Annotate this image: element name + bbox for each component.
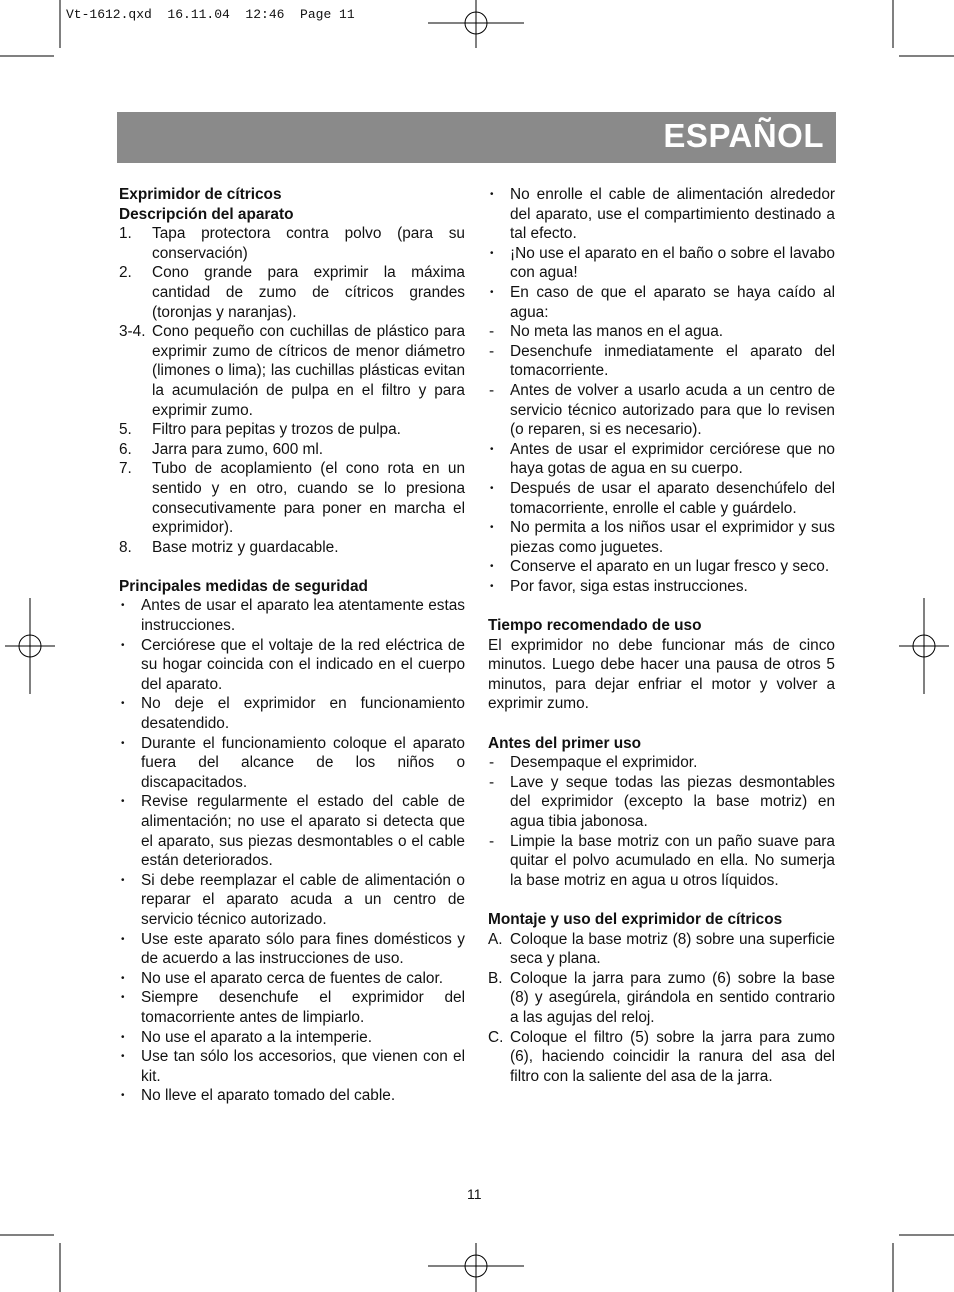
right-column bbox=[488, 185, 835, 1086]
bullet-icon: • bbox=[121, 698, 125, 710]
bullet-icon: • bbox=[121, 796, 125, 808]
bullet-icon: • bbox=[490, 580, 494, 592]
safety-item: • No permita a los niños usar el exprimidor y sus piezas como juguetes. bbox=[490, 519, 835, 556]
bullet-icon: • bbox=[490, 189, 494, 200]
registration-mark-bottom bbox=[428, 1243, 524, 1292]
usage-time-heading: Tiempo recomendado de uso bbox=[488, 617, 702, 635]
registration-mark-left bbox=[5, 598, 55, 694]
bullet-icon: • bbox=[121, 992, 125, 1004]
parts-item: 2. Cono grande para exprimir la máxima cantidad de zumo de cítricos grandes (toronjas y naranjas). bbox=[119, 264, 465, 321]
safety-item: • Siempre desenchufe el exprimidor del tomacorriente antes de limpiarlo. bbox=[121, 989, 465, 1026]
parts-item: 6. Jarra para zumo, 600 ml. bbox=[119, 440, 324, 458]
parts-item: 5. Filtro para pepitas y trozos de pulpa. bbox=[119, 421, 401, 439]
safety-item: • ¡No use el aparato en el baño o sobre el lavabo con agua! bbox=[490, 244, 835, 282]
safety-item: • Si debe reemplazar el cable de alimentación o reparar el aparato acuda a un centro de servicio técnico autorizado. bbox=[121, 871, 465, 928]
first-use-heading: Antes del primer uso bbox=[488, 734, 642, 752]
assembly-step: C. Coloque el filtro (5) sobre la jarra para zumo (6), haciendo coincidir la ranura del asa del filtro con la saliente del asa de la jarra. bbox=[488, 1028, 835, 1085]
bullet-icon: • bbox=[121, 1090, 125, 1102]
water-step: - Desenchufe inmediatamente el aparato del tomacorriente. bbox=[489, 342, 835, 380]
registration-mark-top bbox=[428, 0, 524, 48]
assembly-heading: Montaje y uso del exprimidor de cítricos bbox=[488, 910, 783, 928]
safety-item: • En caso de que el aparato se haya caído al agua: bbox=[490, 283, 835, 321]
safety-item: • Por favor, siga estas instrucciones. bbox=[490, 577, 748, 595]
first-use-list bbox=[488, 753, 835, 890]
first-use-step: - Desempaque el exprimidor. bbox=[489, 754, 698, 772]
print-slug: Vt-1612.qxd 16.11.04 12:46 Page 11 bbox=[66, 7, 355, 22]
water-step: - Antes de volver a usarlo acuda a un centro de servicio técnico autorizado para que lo revisen (o reparen, si es necesario). bbox=[489, 381, 835, 439]
bullet-icon: • bbox=[121, 639, 125, 651]
language-title: ESPAÑOL bbox=[663, 117, 824, 154]
assembly-step: A. Coloque la base motriz (8) sobre una superficie seca y plana. bbox=[488, 930, 835, 968]
safety-item: • No use el aparato a la intemperie. bbox=[121, 1028, 372, 1046]
bullet-icon: • bbox=[490, 443, 494, 455]
safety-item: • Revise regularmente el estado del cable de alimentación; no use el aparato si detecta que el aparato, sus piezas desmontables o el cable están deteriorados. bbox=[121, 793, 465, 870]
first-use-step: - Lave y seque todas las piezas desmontables del exprimidor (excepto la base motriz) en agua tibia jabonosa. bbox=[489, 773, 835, 830]
safety-item: • Después de usar el aparato desenchúfelo del tomacorriente, enrolle el cable y guárdelo. bbox=[490, 479, 835, 517]
bullet-icon: • bbox=[490, 561, 494, 573]
assembly-step: B. Coloque la jarra para zumo (6) sobre la base (8) y asegúrela, girándola en sentido contrario a las agujas del reloj. bbox=[488, 969, 835, 1026]
parts-item: 1. Tapa protectora contra polvo (para su conservación) bbox=[119, 225, 465, 262]
usage-time-text: El exprimidor no debe funcionar más de cinco minutos. Luego debe hacer una pausa de otros 5 minutos, para dejar enfriar el motor y volver a exprimir zumo. bbox=[488, 636, 835, 713]
safety-item: • Use tan sólo los accesorios, que vienen con el kit. bbox=[121, 1048, 465, 1085]
bullet-icon: • bbox=[121, 1051, 125, 1063]
language-banner bbox=[117, 112, 836, 163]
description-heading: Descripción del aparato bbox=[119, 205, 294, 223]
bullet-icon: • bbox=[121, 933, 125, 945]
safety-item: • No deje el exprimidor en funcionamiento desatendido. bbox=[121, 695, 465, 733]
bullet-icon: • bbox=[121, 600, 125, 612]
safety-item: • Conserve el aparato en un lugar fresco y seco. bbox=[490, 558, 830, 576]
safety-item: • Antes de usar el exprimidor cerciórese que no haya gotas de agua en su cuerpo. bbox=[490, 440, 835, 478]
bullet-icon: • bbox=[121, 737, 125, 749]
bullet-icon: • bbox=[121, 972, 125, 984]
left-column bbox=[119, 185, 465, 1106]
assembly-list bbox=[488, 930, 835, 1087]
parts-item: 3-4. Cono pequeño con cuchillas de plástico para exprimir zumo de cítricos de menor diámetro (limones o lima); las cuchillas plásticas evitan la acumulación de pulpa en el filtro y para exprimir zumo. bbox=[119, 323, 465, 419]
bullet-icon: • bbox=[490, 247, 494, 259]
safety-item: • Antes de usar el aparato lea atentamente estas instrucciones. bbox=[121, 597, 465, 635]
safety-list-continued bbox=[488, 185, 835, 596]
safety-item: • No use el aparato cerca de fuentes de calor. bbox=[121, 969, 444, 987]
safety-item: • Durante el funcionamiento coloque el aparato fuera del alcance de los niños o discapacitados. bbox=[121, 734, 465, 791]
safety-item: • No enrolle el cable de alimentación alrededor del aparato, use el compartimiento destinado a tal efecto. bbox=[490, 186, 835, 243]
safety-item: • Cerciórese que el voltaje de la red eléctrica de su hogar coincida con el indicado en el cuerpo del aparato. bbox=[121, 636, 465, 693]
parts-item: 7. Tubo de acoplamiento (el cono rota en un sentido y en otro, cuando se lo presiona consecutivamente para poner en marcha el exprimidor). bbox=[119, 460, 465, 537]
water-step: - No meta las manos en el agua. bbox=[489, 323, 724, 341]
safety-item: • Use este aparato sólo para fines domésticos y de acuerdo a las instrucciones de uso. bbox=[121, 930, 465, 968]
bullet-icon: • bbox=[490, 482, 494, 494]
bullet-icon: • bbox=[490, 286, 494, 298]
first-use-step: - Limpie la base motriz con un paño suave para quitar el polvo acumulado en ella. No sumerja la base motriz en agua u otros líquidos. bbox=[489, 832, 835, 889]
bullet-icon: • bbox=[490, 522, 494, 534]
parts-list bbox=[119, 224, 465, 557]
bullet-icon: • bbox=[121, 874, 125, 886]
registration-mark-right bbox=[899, 598, 949, 694]
parts-item: 8. Base motriz y guardacable. bbox=[119, 538, 339, 556]
bullet-icon: • bbox=[121, 1031, 125, 1043]
safety-list bbox=[119, 596, 465, 1105]
product-heading: Exprimidor de cítricos bbox=[119, 186, 282, 203]
safety-item: • No lleve el aparato tomado del cable. bbox=[121, 1087, 396, 1105]
safety-heading: Principales medidas de seguridad bbox=[119, 577, 368, 595]
page-number: 11 bbox=[467, 1186, 482, 1202]
